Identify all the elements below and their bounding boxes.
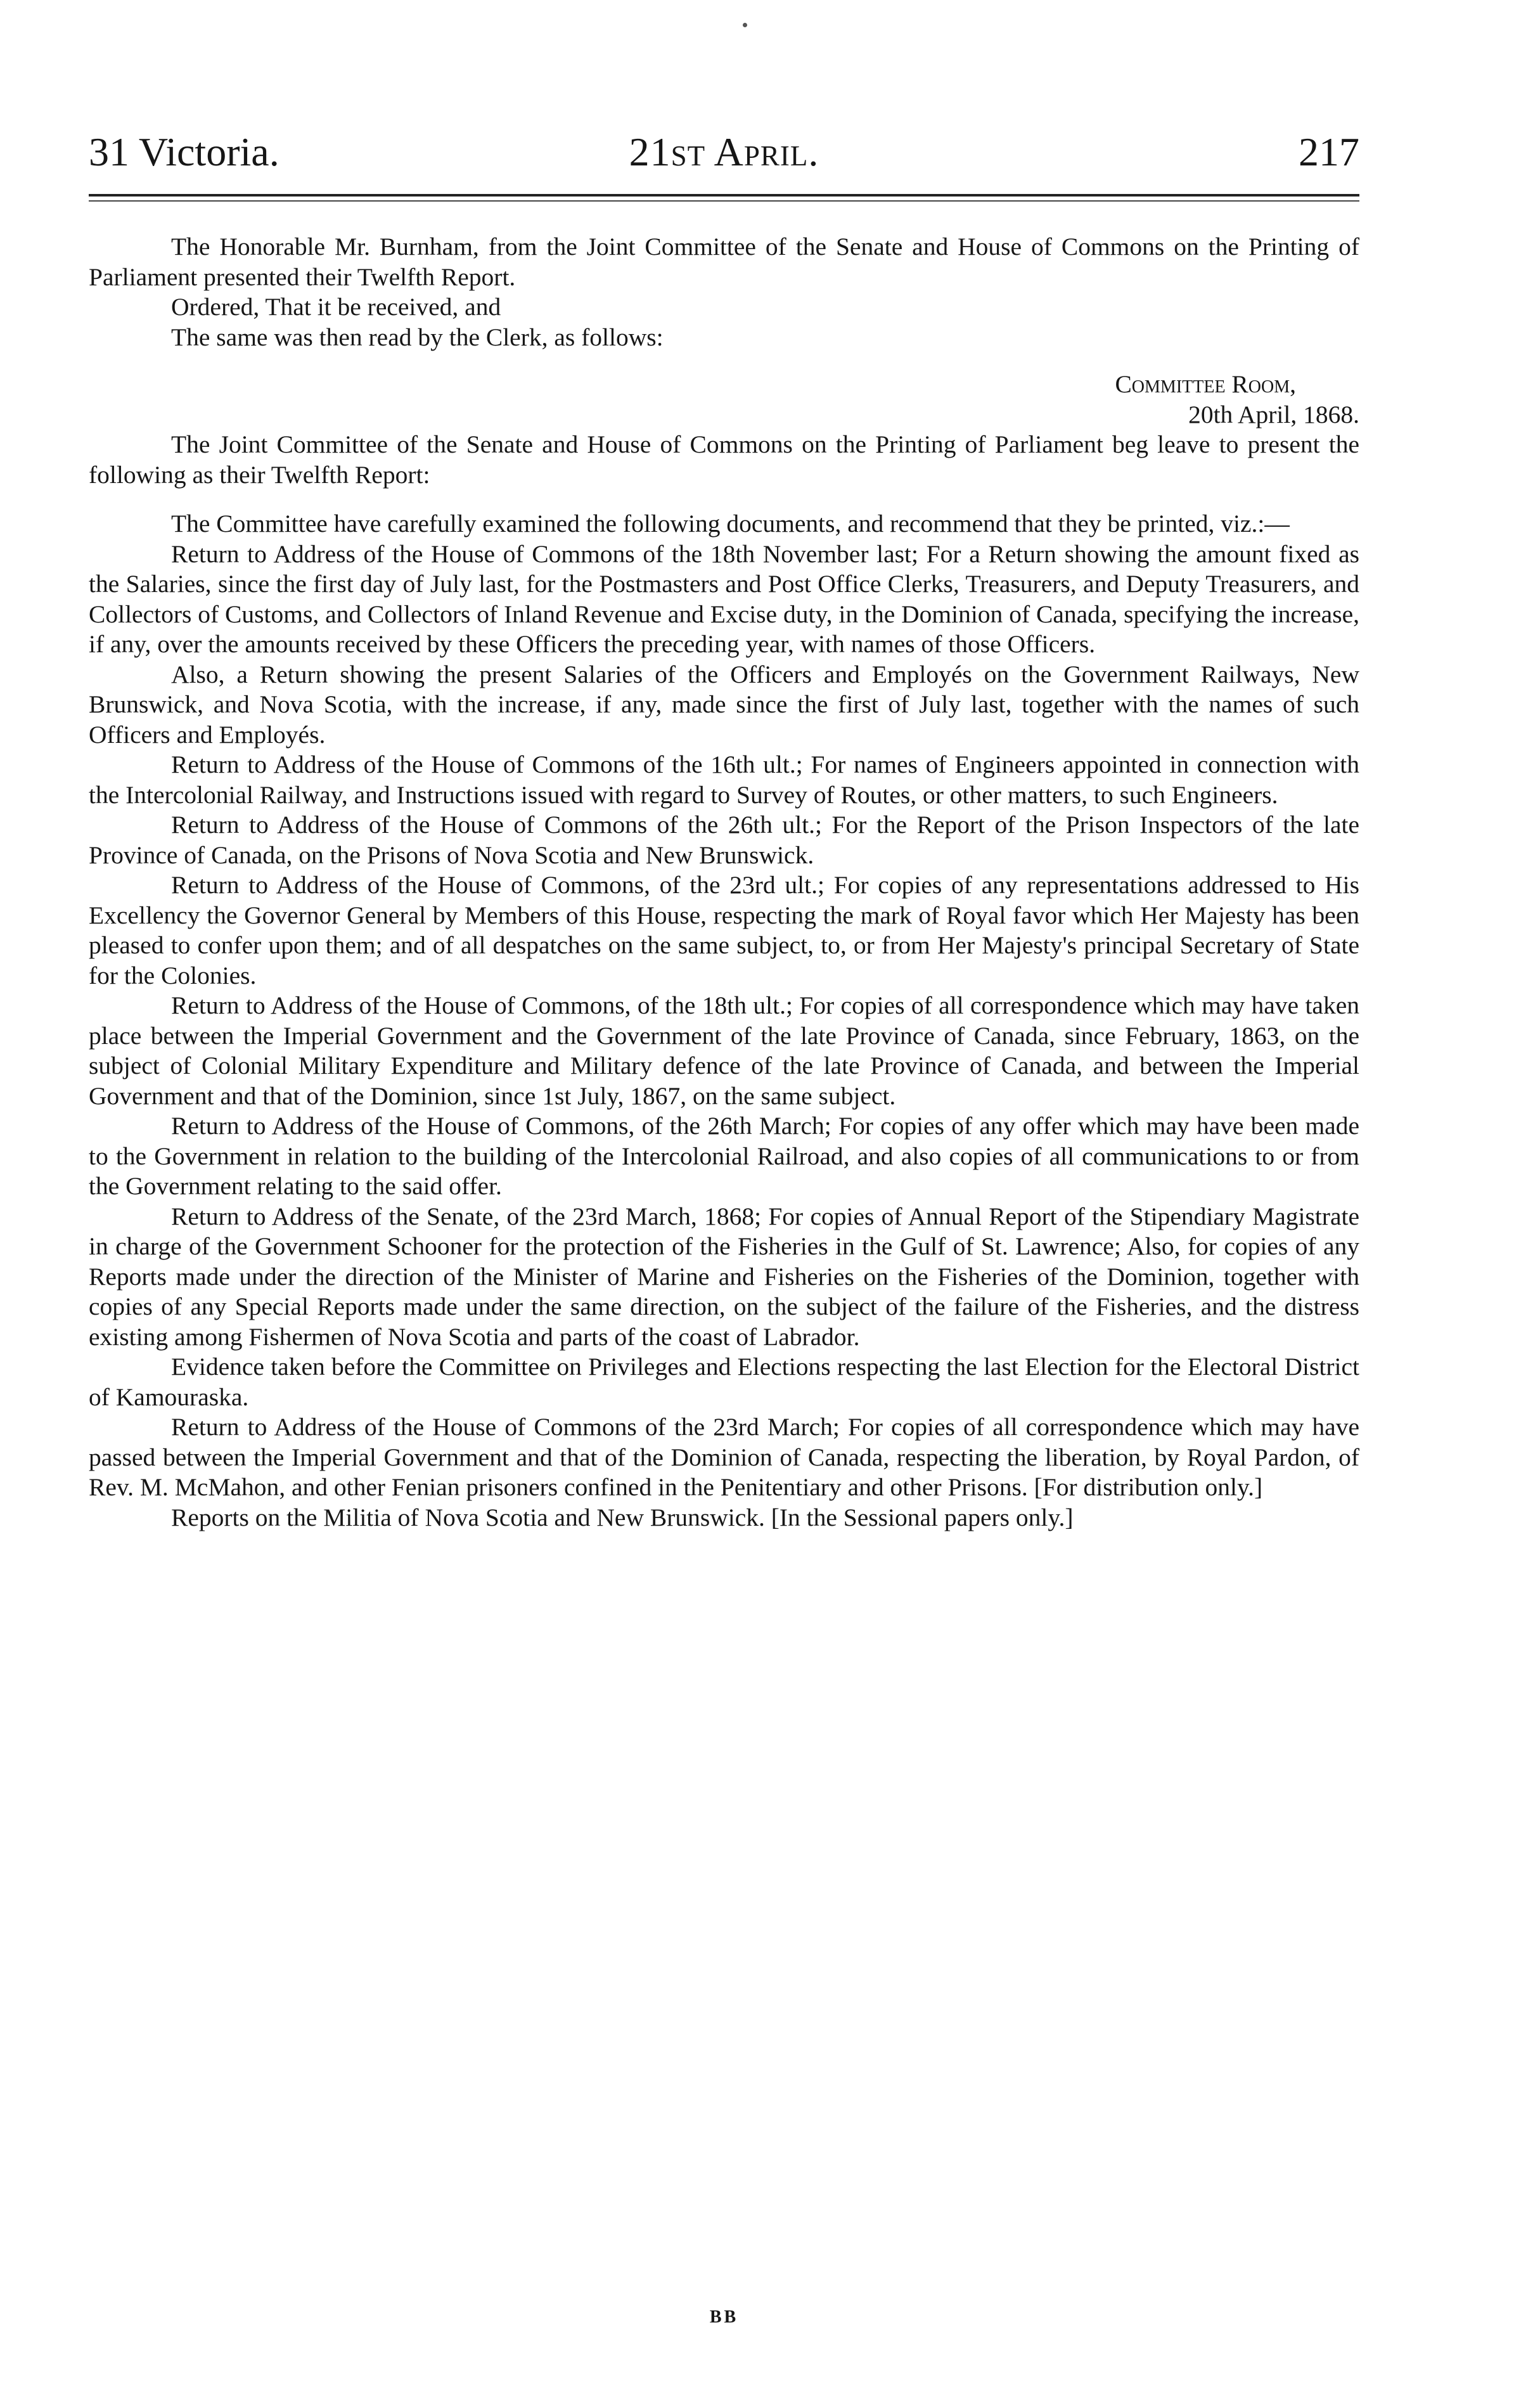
header-rule — [89, 190, 1359, 209]
report-item: Return to Address of the House of Commons, of the 26th March; For copies of any offer which may have been made to the Government in relation to the building of the Intercolonial Railroad, and also copies of all communications to or from the Government relating to the said offer. — [89, 1112, 1359, 1200]
printer-signature-mark: BB — [709, 2307, 739, 2327]
journal-body — [89, 232, 1359, 1533]
report-item: Return to Address of the Senate, of the 23rd March, 1868; For copies of Annual Report of the Stipendiary Magistrate in charge of the Government Schooner for the protection of the Fisheries in the Gulf of St. Lawrence; Also, for copies of any Reports made under the direction of the Minister of Marine and Fisheries on the Fisheries of the Dominion, together with copies of any Special Reports made under the same direction, on the subject of the failure of the Fisheries, and the distress existing among Fishermen of Nova Scotia and parts of the coast of Labrador. — [89, 1202, 1359, 1351]
report-item: Return to Address of the House of Commons of the 26th ult.; For the Report of the Prison Inspectors of the late Province of Canada, on the Prisons of Nova Scotia and New Brunswick. — [89, 811, 1359, 869]
committee-room-date: 20th April, 1868. — [1188, 401, 1359, 428]
report-item: Also, a Return showing the present Salaries of the Officers and Employés on the Government Railways, New Brunswick, and Nova Scotia, with the increase, if any, made since the first of July last, together with the names of such Officers and Employés. — [89, 660, 1359, 749]
report-item: Reports on the Militia of Nova Scotia and New Brunswick. [In the Sessional papers only.] — [171, 1503, 1074, 1531]
document-page — [89, 120, 1359, 2327]
report-recommendation: The Committee have carefully examined the following documents, and recommend that they be printed, viz.:— — [171, 510, 1290, 538]
report-item: Return to Address of the House of Commons, of the 23rd ult.; For copies of any representations addressed to His Excellency the Governor General by Members of this House, respecting the mark of Royal favor which Her Majesty has been pleased to confer upon them; and of all despatches on the same subject, to, or from Her Majesty's principal Secretary of State for the Colonies. — [89, 871, 1359, 989]
header-rule-thin — [89, 200, 1359, 202]
header-rule-thick — [89, 194, 1359, 196]
report-item: Return to Address of the House of Commons, of the 18th ult.; For copies of all correspondence which may have taken place between the Imperial Government and the Government of the late Province of Canada, since February, 1863, on the subject of Colonial Military Expenditure and Military defence of the late Province of Canada, and between the Imperial Government and that of the Dominion, since 1st July, 1867, on the same subject. — [89, 991, 1359, 1110]
committee-room-place: Committee Room, — [1115, 370, 1296, 398]
report-item: Return to Address of the House of Commons of the 16th ult.; For names of Engineers appointed in connection with the Intercolonial Railway, and Instructions issued with regard to Survey of Routes, or other matters, to such Engineers. — [89, 750, 1359, 809]
committee-room-dateline — [89, 369, 1359, 430]
report-opening: The Joint Committee of the Senate and House of Commons on the Printing of Parliament beg leave to present the following as their Twelfth Report: — [89, 430, 1359, 489]
page-number: 217 — [1299, 129, 1359, 174]
ink-speck — [743, 23, 747, 27]
read-by-clerk-paragraph: The same was then read by the Clerk, as follows: — [171, 323, 664, 351]
report-item: Evidence taken before the Committee on Privileges and Elections respecting the last Election for the Electoral District of Kamouraska. — [89, 1353, 1359, 1411]
report-item: Return to Address of the House of Commons of the 18th November last; For a Return showing the amount fixed as the Salaries, since the first day of July last, for the Postmasters and Post Office Clerks, Treasurers, and Deputy Treasurers, and Collectors of Customs, and Collectors of Inland Revenue and Excise duty, in the Dominion of Canada, specifying the increase, if any, over the amounts received by these Officers the preceding year, with names of those Officers. — [89, 539, 1359, 658]
running-header — [89, 120, 1359, 184]
report-item: Return to Address of the House of Commons of the 23rd March; For copies of all correspondence which may have passed between the Imperial Government and that of the Dominion of Canada, respecting the liberation, by Royal Pardon, of Rev. M. McMahon, and other Fenian prisoners confined in the Penitentiary and other Prisons. [For distribution only.] — [89, 1413, 1359, 1501]
ordered-paragraph: Ordered, That it be received, and — [171, 293, 501, 321]
header-date: 21st April. — [629, 129, 819, 174]
header-regnal-year: 31 Victoria. — [89, 129, 279, 174]
intro-paragraph: The Honorable Mr. Burnham, from the Joint Committee of the Senate and House of Commons on the Printing of Parliament presented their Twelfth Report. — [89, 233, 1359, 291]
